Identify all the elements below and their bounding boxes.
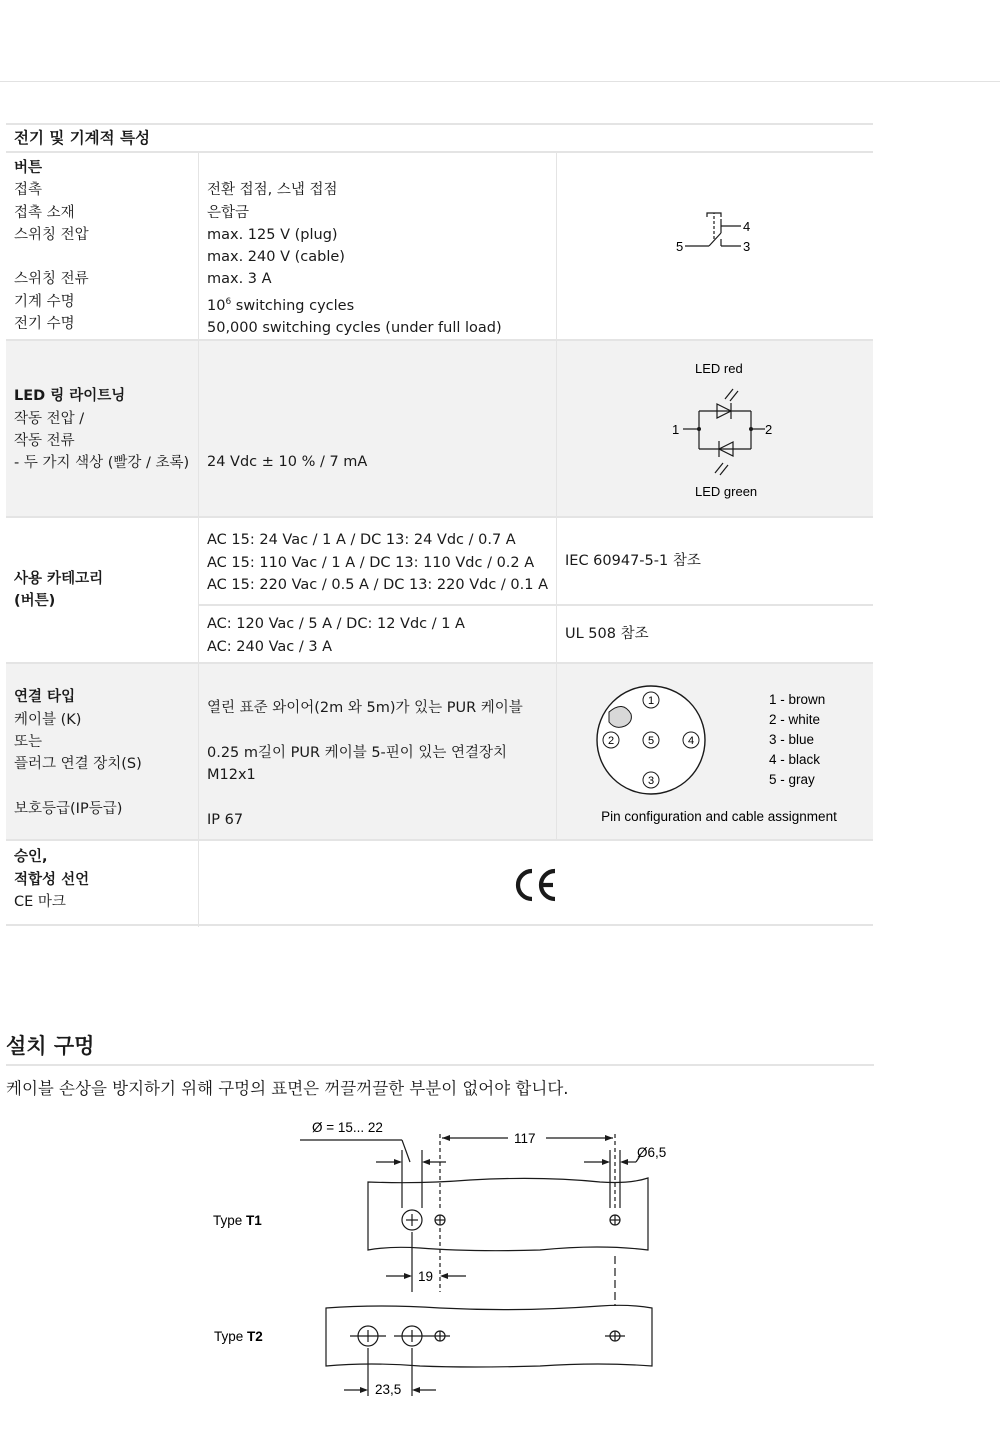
pin-legend-item: 4 - black — [769, 752, 821, 768]
switch-pin-label: 3 — [743, 239, 751, 254]
iec-value: AC 15: 110 Vac / 1 A / DC 13: 110 Vdc / 0.2 A — [207, 554, 535, 571]
category-title: 사용 카테고리 — [14, 570, 104, 587]
spec-table-header-row — [6, 124, 873, 152]
iec-ref-cell — [557, 517, 874, 605]
switch-diagram-cell — [557, 152, 874, 340]
type-t2-prefix: Type — [214, 1329, 248, 1344]
type-t1-code: T1 — [246, 1213, 262, 1228]
connection-title: 연결 타입 — [14, 689, 76, 706]
led-red-label: LED red — [695, 361, 743, 377]
mounting-hole-drawing — [0, 1110, 1000, 1430]
dim-diameter-range: Ø = 15... 22 — [312, 1120, 383, 1135]
mech-life-rest: switching cycles — [231, 297, 355, 314]
pin-legend-item: 2 - white — [769, 712, 821, 728]
pin-legend-item: 5 - gray — [769, 772, 815, 788]
button-row — [6, 152, 873, 340]
ce-mark-cell — [199, 840, 874, 927]
ul-value: AC: 120 Vac / 5 A / DC: 12 Vdc / 1 A — [207, 616, 465, 633]
led-title: LED 링 라이트닝 — [14, 388, 126, 405]
ul-value: AC: 240 Vac / 3 A — [207, 638, 333, 655]
mech-life-exponent: 6 — [225, 296, 232, 307]
plug-value: M12x1 — [207, 767, 256, 784]
led-label: 작동 전압 / — [14, 410, 85, 427]
approval-row — [6, 840, 873, 927]
install-section-text: 케이블 손상을 방지하기 위해 구멍의 표면은 꺼끌꺼끌한 부분이 없어야 합니다. — [6, 1079, 569, 1098]
button-label: 스위칭 전류 — [14, 271, 89, 288]
switch-pin-label: 5 — [676, 239, 684, 254]
spec-table — [6, 123, 873, 927]
elec-life-value: 50,000 switching cycles (under full load) — [207, 319, 502, 336]
type-t2-code: T2 — [247, 1329, 263, 1344]
plug-value: 0.25 m길이 PUR 케이블 5-핀이 있는 연결장치 — [207, 744, 508, 761]
button-labels — [6, 152, 199, 340]
approval-label: CE 마크 — [14, 893, 66, 910]
type-t2-label — [214, 1329, 263, 1344]
dim-23-5: 23,5 — [375, 1382, 402, 1397]
button-value: 은합금 — [207, 204, 250, 221]
pin-caption: Pin configuration and cable assignment — [601, 809, 837, 825]
led-diagram-cell — [557, 340, 874, 517]
connection-label: 또는 — [14, 733, 43, 750]
connection-label: 플러그 연결 장치(S) — [14, 756, 142, 773]
pin-number: 1 — [647, 695, 655, 708]
pin-number: 3 — [647, 775, 655, 788]
connection-labels — [6, 663, 199, 840]
led-circuit-diagram — [557, 341, 873, 516]
iec-values — [199, 517, 557, 605]
led-value: 24 Vdc ± 10 % / 7 mA — [207, 454, 368, 471]
mech-life-value — [207, 291, 548, 317]
led-label: - 두 가지 색상 (빨강 / 초록) — [14, 455, 190, 472]
connection-value-gap — [207, 720, 548, 742]
button-value: max. 3 A — [207, 271, 272, 288]
connector-key — [609, 707, 631, 728]
category-row-iec — [6, 517, 873, 605]
install-section-title: 설치 구멍 — [6, 1034, 95, 1058]
button-value: max. 240 V (cable) — [207, 249, 345, 266]
button-label: 접촉 — [14, 182, 43, 199]
pin-legend-item: 1 - brown — [769, 692, 826, 708]
dim-6-5: Ø6,5 — [637, 1145, 667, 1160]
approval-title: 승인, — [14, 849, 48, 866]
pin-number: 2 — [607, 735, 615, 748]
button-label: 전기 수명 — [14, 316, 75, 333]
connection-label: 보호등급(IP등급) — [14, 800, 123, 817]
connection-row — [6, 663, 873, 840]
led-row — [6, 340, 873, 517]
led-node — [697, 427, 701, 431]
connection-values — [199, 663, 557, 840]
button-label-gap — [14, 246, 190, 268]
connection-label-gap — [14, 775, 190, 797]
pin-diagram-cell — [557, 663, 874, 840]
install-section-rule — [6, 1064, 874, 1066]
top-divider — [0, 81, 1000, 82]
led-green-label: LED green — [695, 484, 758, 500]
spec-table-header: 전기 및 기계적 특성 — [6, 124, 873, 152]
button-title: 버튼 — [14, 160, 43, 176]
cable-value: 열린 표준 와이어(2m 와 5m)가 있는 PUR 케이블 — [207, 700, 523, 717]
pin-number: 5 — [647, 735, 655, 748]
button-label: 스위칭 전압 — [14, 226, 89, 243]
switch-pin-label: 4 — [743, 219, 751, 234]
button-value-gap — [207, 157, 548, 179]
iec-ref: IEC 60947-5-1 참조 — [565, 553, 701, 570]
led-labels — [6, 340, 199, 517]
ce-mark-icon — [199, 841, 867, 927]
ul-ref: UL 508 참조 — [565, 626, 649, 643]
category-subtitle: (버튼) — [14, 593, 56, 610]
switch-symbol-diagram — [557, 153, 873, 339]
ul-ref-cell — [557, 605, 874, 663]
led-pin-label: 1 — [672, 422, 680, 438]
connection-value-gap — [207, 786, 548, 808]
button-label: 기계 수명 — [14, 293, 75, 310]
pin-legend-item: 3 - blue — [769, 732, 815, 748]
pin-configuration-diagram — [557, 664, 873, 839]
led-label: 작동 전류 — [14, 432, 75, 449]
ip-value: IP 67 — [207, 811, 244, 828]
iec-value: AC 15: 220 Vac / 0.5 A / DC 13: 220 Vdc / 0.1 A — [207, 576, 548, 593]
type-t1-prefix: Type — [213, 1213, 247, 1228]
button-value: 전환 접점, 스냅 접점 — [207, 182, 338, 199]
led-pin-label: 2 — [765, 422, 773, 438]
button-values — [199, 152, 557, 340]
button-label: 접촉 소재 — [14, 204, 75, 221]
led-value-cell — [199, 340, 557, 517]
type-t1-label — [213, 1213, 262, 1228]
category-labels — [6, 517, 199, 663]
approval-subtitle: 적합성 선언 — [14, 871, 90, 888]
led-node — [749, 427, 753, 431]
dim-117: 117 — [514, 1131, 536, 1146]
button-value: max. 125 V (plug) — [207, 226, 338, 243]
dim-19: 19 — [418, 1269, 434, 1284]
ul-values — [199, 605, 557, 663]
table-bottom-rule — [6, 924, 873, 926]
approval-labels — [6, 840, 199, 927]
iec-value: AC 15: 24 Vac / 1 A / DC 13: 24 Vdc / 0.7 A — [207, 532, 516, 549]
connection-label: 케이블 (K) — [14, 711, 82, 728]
pin-number: 4 — [687, 735, 695, 748]
mech-life-base: 10 — [207, 297, 226, 314]
